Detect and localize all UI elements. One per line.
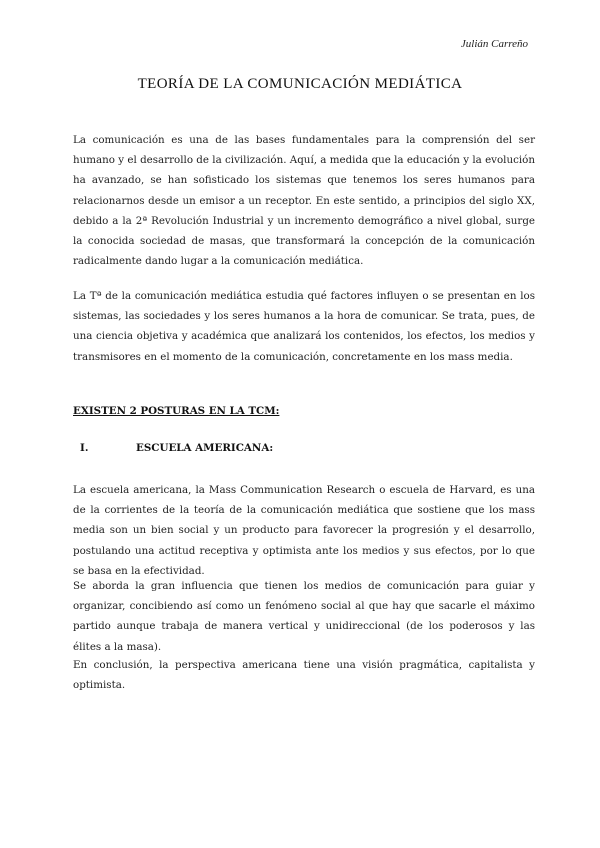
author-name: Julián Carreño bbox=[460, 38, 528, 50]
subsection-title: ESCUELA AMERICANA: bbox=[136, 442, 274, 454]
document-title: TEORÍA DE LA COMUNICACIÓN MEDIÁTICA bbox=[137, 76, 463, 92]
subsection-numeral: I. bbox=[80, 442, 89, 454]
section-heading: EXISTEN 2 POSTURAS EN LA TCM: bbox=[73, 405, 280, 417]
intro-paragraph-2: La Tª de la comunicación mediática estudia qué factores influyen o se presentan en los sistemas, las sociedades y los seres humanos a la hora de comunicar. Se trata, pues, de una ciencia objetiva y académica que analizará los contenidos, los efectos, los medios y transmisores en el momento de la comunicación, concretamente en los mass media. bbox=[73, 290, 535, 363]
intro-paragraph-1: La comunicación es una de las bases fundamentales para la comprensión del ser humano y el desarrollo de la civilización. Aquí, a medida que la educación y la evolución ha avanzado, se han sofisticado los sistemas que tenemos los seres humanos para relacionarnos desde un emisor a un receptor. En este sentido, a principios del siglo XX, debido a la 2ª Revolución Industrial y un incremento demográfico a nivel global, surge la conocida sociedad de masas, que transformará la concepción de la comunicación radicalmente dando lugar a la comunicación mediática. bbox=[73, 134, 535, 268]
body-paragraph-2: Se aborda la gran influencia que tienen los medios de comunicación para guiar y organizar, concibiendo así como un fenómeno social al que hay que sacarle el máximo partido aunque trabaja de manera vertical y unidireccional (de los poderosos y las élites a la masa). bbox=[73, 580, 535, 653]
body-paragraph-1: La escuela americana, la Mass Communication Research o escuela de Harvard, es una de la corrientes de la teoría de la comunicación mediática que sostiene que los mass media son un bien social y un producto para favorecer la progresión y el desarrollo, postulando una actitud receptiva y optimista ante los medios y sus efectos, por lo que se basa en la efectividad. bbox=[73, 484, 535, 577]
subsection-heading bbox=[80, 442, 273, 454]
body-paragraph-3: En conclusión, la perspectiva americana tiene una visión pragmática, capitalista y optimista. bbox=[73, 659, 535, 692]
